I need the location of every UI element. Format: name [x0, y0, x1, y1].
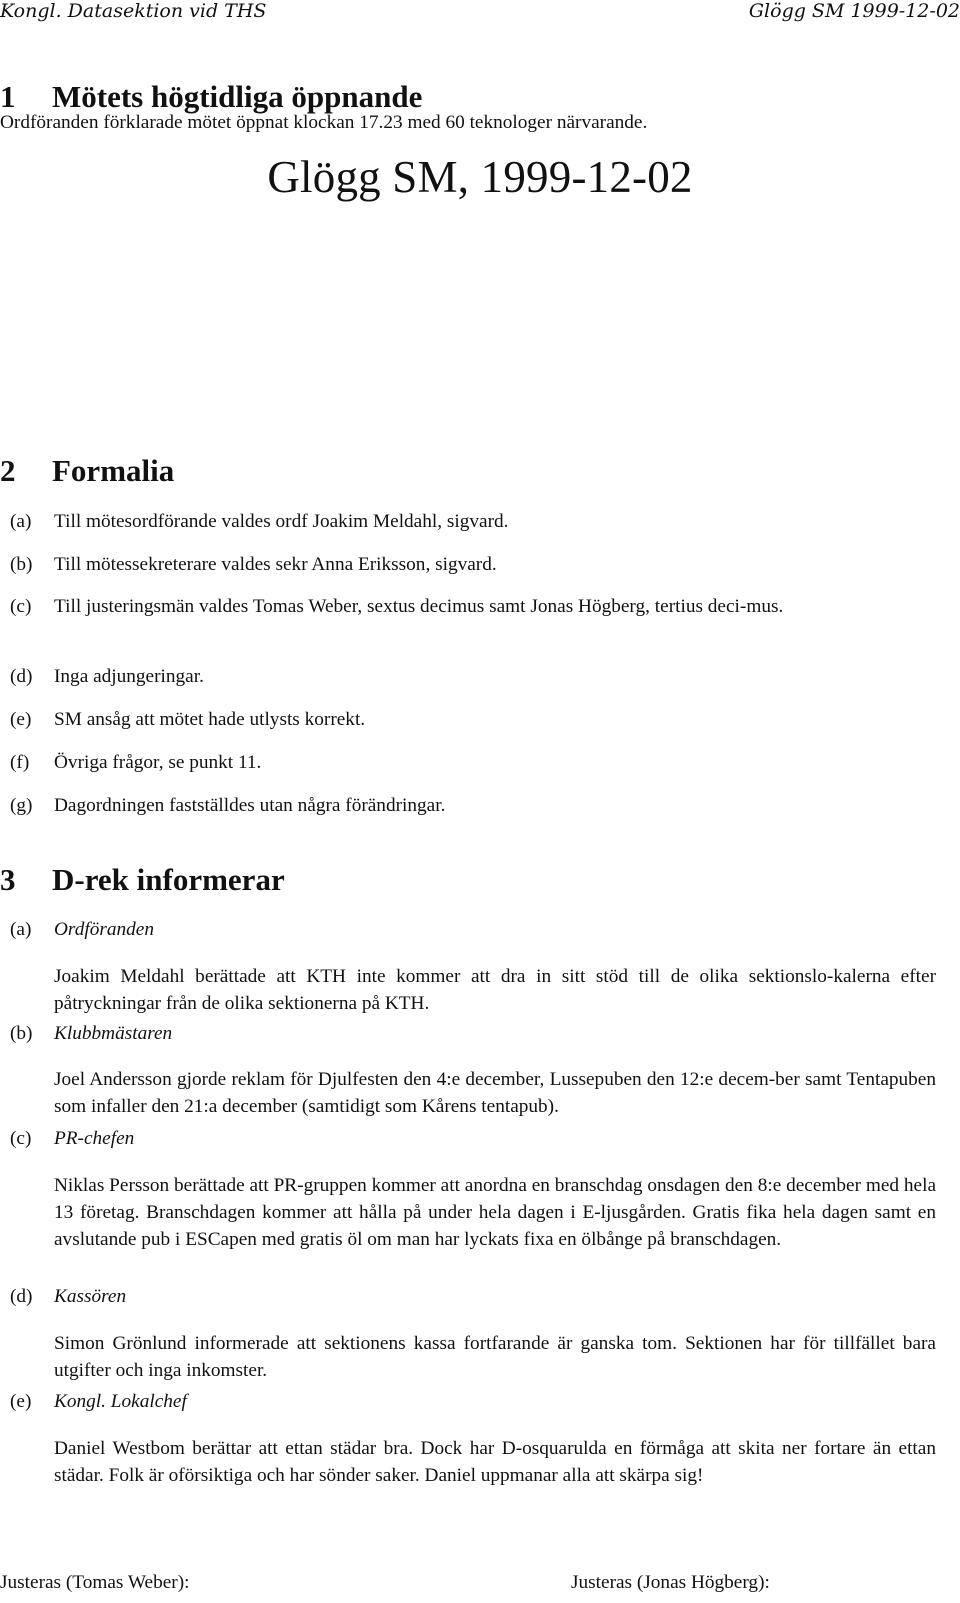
signature-left-label: Justeras (Tomas Weber):	[0, 1572, 190, 1593]
item-text: Till justeringsmän valdes Tomas Weber, sextus decimus samt Jonas Högberg, tertius deci-mus.	[54, 596, 784, 617]
item-label: (b)	[10, 554, 33, 575]
item-heading: PR-chefen	[54, 1128, 135, 1149]
formalia-item	[0, 749, 936, 776]
section-2-heading	[0, 451, 174, 491]
section-title: Formalia	[52, 453, 175, 488]
item-label: (c)	[10, 596, 32, 617]
formalia-item	[0, 593, 936, 620]
signature-line	[0, 1571, 960, 1601]
section-3-heading	[0, 860, 285, 900]
item-heading: Kassören	[54, 1286, 127, 1307]
item-text: Övriga frågor, se punkt 11.	[54, 752, 262, 773]
section-number: 2	[0, 453, 16, 488]
formalia-item	[0, 508, 936, 535]
item-label: (e)	[10, 1391, 32, 1412]
formalia-item	[0, 663, 936, 690]
section-title: D-rek informerar	[52, 862, 285, 897]
section-1-paragraph: Ordföranden förklarade mötet öppnat klockan 17.23 med 60 teknologer närvarande.	[0, 112, 648, 133]
report-item	[0, 916, 936, 1017]
formalia-item	[0, 706, 936, 733]
item-label: (a)	[10, 511, 32, 532]
item-text: Dagordningen fastställdes utan några förändringar.	[54, 795, 446, 816]
header-organization: Kongl. Datasektion vid THS	[0, 0, 267, 22]
item-body: Niklas Persson berättade att PR-gruppen kommer att anordna en branschdag onsdagen den 8:e december med hela 13 företag. Branschdagen kommer att hålla på under hela dagen i E-ljusgården. Gratis fika hela dagen samt en avslutande pub i ESCapen med gratis öl om man har lyckats fixa en ölbånge på branschdagen.	[54, 1175, 936, 1250]
item-body: Simon Grönlund informerade att sektionens kassa fortfarande är ganska tom. Sektionen har för tillfället bara utgifter och inga inkomster.	[54, 1333, 936, 1381]
item-body: Joakim Meldahl berättade att KTH inte kommer att dra in sitt stöd till de olika sektionslo-kalerna efter påtryckningar från de olika sektionerna på KTH.	[54, 966, 936, 1014]
item-label: (b)	[10, 1023, 33, 1044]
report-item	[0, 1125, 936, 1253]
section-number: 1	[0, 79, 16, 114]
formalia-item	[0, 792, 936, 819]
item-heading: Ordföranden	[54, 919, 154, 940]
item-text: Till mötesordförande valdes ordf Joakim Meldahl, sigvard.	[54, 511, 509, 532]
item-heading: Kongl. Lokalchef	[54, 1391, 187, 1412]
report-item	[0, 1388, 936, 1489]
signature-right-label: Justeras (Jonas Högberg):	[571, 1572, 770, 1593]
item-label: (g)	[10, 795, 33, 816]
item-body: Daniel Westbom berättar att ettan städar bra. Dock har D-osquarulda en förmåga att skita ner fortare än ettan städar. Folk är oförsiktiga och har sönder saker. Daniel uppmanar alla att skärpa sig!	[54, 1438, 936, 1486]
item-label: (e)	[10, 709, 32, 730]
formalia-item	[0, 551, 936, 578]
item-text: SM ansåg att mötet hade utlysts korrekt.	[54, 709, 366, 730]
report-item	[0, 1020, 936, 1120]
section-number: 3	[0, 862, 16, 897]
section-title: Mötets högtidliga öppnande	[52, 79, 423, 114]
item-text: Till mötessekreterare valdes sekr Anna Eriksson, sigvard.	[54, 554, 497, 575]
item-label: (d)	[10, 1286, 33, 1307]
header-document-id: Glögg SM 1999-12-02	[748, 0, 960, 22]
running-header	[0, 0, 960, 30]
item-label: (c)	[10, 1128, 32, 1149]
item-label: (d)	[10, 666, 33, 687]
item-body: Joel Andersson gjorde reklam för Djulfesten den 4:e december, Lussepuben den 12:e decem-ber samt Tentapuben som infaller den 21:a december (samtidigt som Kårens tentapub).	[54, 1069, 936, 1117]
report-item	[0, 1283, 936, 1384]
item-text: Inga adjungeringar.	[54, 666, 204, 687]
item-label: (a)	[10, 919, 32, 940]
item-heading: Klubbmästaren	[54, 1023, 173, 1044]
document-title: Glögg SM, 1999-12-02	[267, 152, 693, 202]
item-label: (f)	[10, 752, 30, 773]
